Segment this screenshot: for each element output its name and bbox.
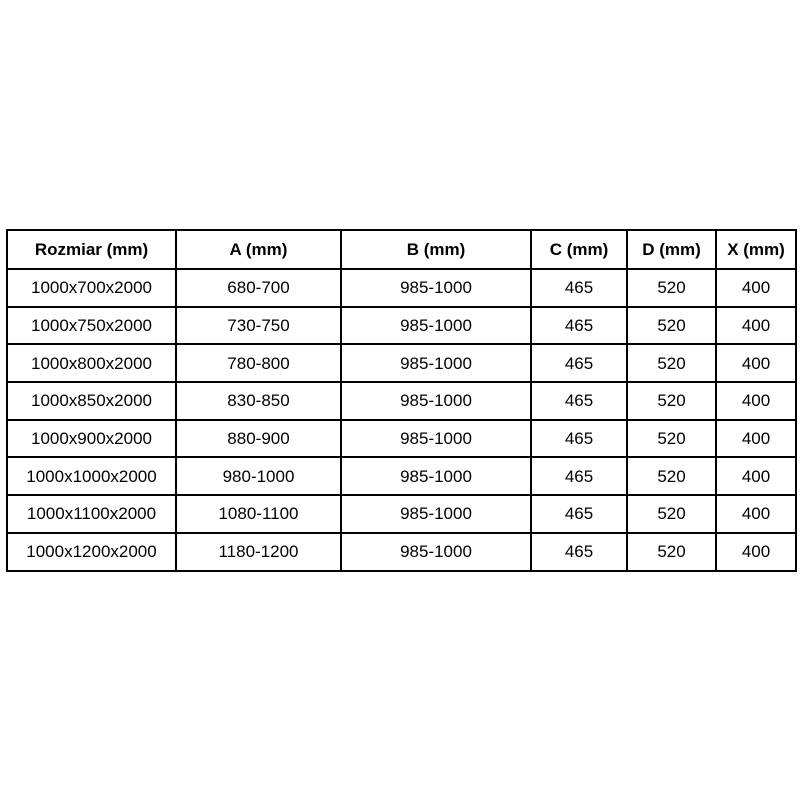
column-header-a: A (mm) bbox=[176, 230, 341, 269]
table-cell: 465 bbox=[531, 457, 627, 495]
table-cell: 985-1000 bbox=[341, 269, 531, 307]
table-row bbox=[7, 495, 796, 533]
table-cell: 730-750 bbox=[176, 307, 341, 345]
table-cell: 1180-1200 bbox=[176, 533, 341, 571]
table-cell: 985-1000 bbox=[341, 533, 531, 571]
table-row bbox=[7, 533, 796, 571]
table-cell: 465 bbox=[531, 420, 627, 458]
table-cell: 520 bbox=[627, 382, 716, 420]
table-cell: 465 bbox=[531, 495, 627, 533]
table-cell: 985-1000 bbox=[341, 307, 531, 345]
table-cell: 400 bbox=[716, 382, 796, 420]
table-cell: 985-1000 bbox=[341, 457, 531, 495]
table-cell: 520 bbox=[627, 533, 716, 571]
column-header-x: X (mm) bbox=[716, 230, 796, 269]
table-cell: 1000x1000x2000 bbox=[7, 457, 176, 495]
table-cell: 520 bbox=[627, 457, 716, 495]
table-cell: 1000x700x2000 bbox=[7, 269, 176, 307]
table-cell: 465 bbox=[531, 344, 627, 382]
table-cell: 400 bbox=[716, 533, 796, 571]
table-cell: 1000x850x2000 bbox=[7, 382, 176, 420]
table-row bbox=[7, 420, 796, 458]
table-cell: 400 bbox=[716, 420, 796, 458]
table-cell: 830-850 bbox=[176, 382, 341, 420]
table-cell: 465 bbox=[531, 307, 627, 345]
table-cell: 1000x1100x2000 bbox=[7, 495, 176, 533]
table-cell: 400 bbox=[716, 307, 796, 345]
size-specification-table bbox=[6, 229, 797, 572]
table-cell: 980-1000 bbox=[176, 457, 341, 495]
table-cell: 400 bbox=[716, 269, 796, 307]
table-cell: 400 bbox=[716, 457, 796, 495]
table-row bbox=[7, 344, 796, 382]
size-table-container bbox=[6, 229, 797, 572]
table-cell: 985-1000 bbox=[341, 420, 531, 458]
table-cell: 780-800 bbox=[176, 344, 341, 382]
table-cell: 520 bbox=[627, 344, 716, 382]
table-cell: 520 bbox=[627, 420, 716, 458]
table-cell: 400 bbox=[716, 495, 796, 533]
table-cell: 520 bbox=[627, 307, 716, 345]
table-cell: 1000x800x2000 bbox=[7, 344, 176, 382]
table-cell: 985-1000 bbox=[341, 495, 531, 533]
table-cell: 985-1000 bbox=[341, 382, 531, 420]
table-cell: 1000x900x2000 bbox=[7, 420, 176, 458]
table-cell: 880-900 bbox=[176, 420, 341, 458]
table-body bbox=[7, 269, 796, 571]
column-header-rozmiar: Rozmiar (mm) bbox=[7, 230, 176, 269]
table-row bbox=[7, 382, 796, 420]
column-header-c: C (mm) bbox=[531, 230, 627, 269]
column-header-b: B (mm) bbox=[341, 230, 531, 269]
table-cell: 680-700 bbox=[176, 269, 341, 307]
table-row bbox=[7, 457, 796, 495]
table-cell: 520 bbox=[627, 269, 716, 307]
table-cell: 465 bbox=[531, 382, 627, 420]
table-cell: 465 bbox=[531, 269, 627, 307]
table-cell: 400 bbox=[716, 344, 796, 382]
column-header-d: D (mm) bbox=[627, 230, 716, 269]
table-row bbox=[7, 269, 796, 307]
table-row bbox=[7, 307, 796, 345]
table-cell: 465 bbox=[531, 533, 627, 571]
table-cell: 985-1000 bbox=[341, 344, 531, 382]
table-cell: 1080-1100 bbox=[176, 495, 341, 533]
table-cell: 520 bbox=[627, 495, 716, 533]
table-cell: 1000x1200x2000 bbox=[7, 533, 176, 571]
header-row bbox=[7, 230, 796, 269]
table-cell: 1000x750x2000 bbox=[7, 307, 176, 345]
